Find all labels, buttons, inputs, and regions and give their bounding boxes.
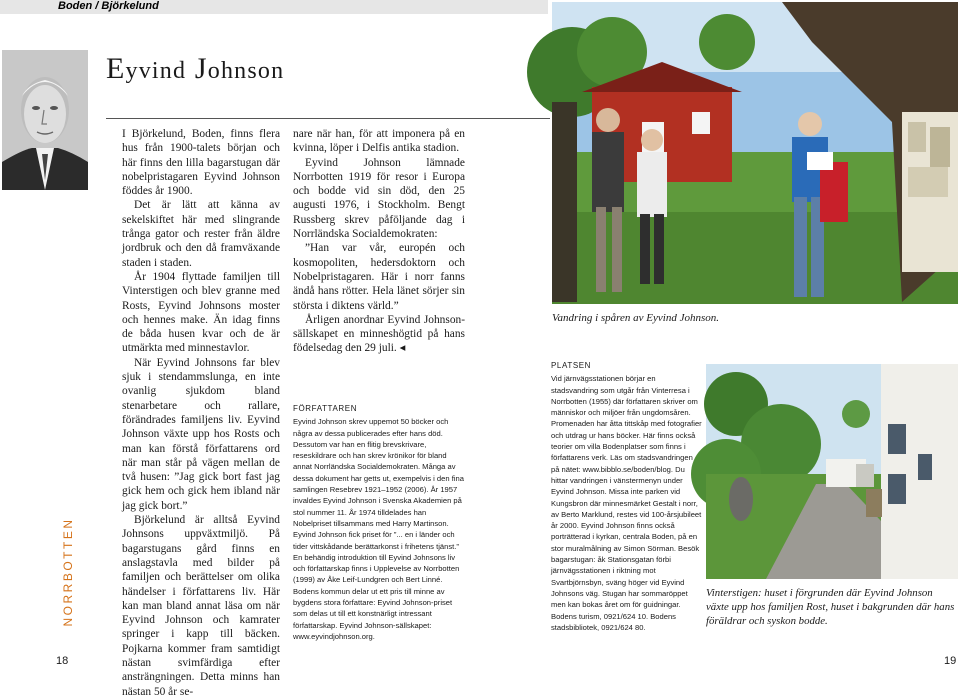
body-paragraph: Årligen anordnar Eyvind Johnson-sällskapet en minneshögtid på hans födelsedag den 29 juli. ◂ xyxy=(293,313,465,355)
portrait-photo xyxy=(2,50,88,190)
body-paragraph: När Eyvind Johnsons far blev sjuk i stendammslunga, en inte ovanlig sjukdom bland stenarbetare och rallare, förändrades familjens liv. Eyvind Johnson växte upp hos Rosts och man kan förstå författarens ord när man står på vägen mellan de två husen: ”Jag gick bort fast jag gick hem och gick hem ibland när jag gick bort.” xyxy=(122,356,280,512)
body-paragraph: nare när han, för att imponera på en kvinna, löper i Delfis antika stadion. xyxy=(293,128,465,155)
title-rule xyxy=(106,118,550,119)
sidebar-author xyxy=(293,403,465,642)
body-paragraph: Det är lätt att känna av sekelskiftet här med slingrande trånga gator och rester från äldre jordbruk och den då framväxande staden i staden. xyxy=(122,199,280,269)
sidebar-author-heading: FÖRFATTAREN xyxy=(293,404,358,413)
page-number-right: 19 xyxy=(944,655,957,667)
body-column-1 xyxy=(122,127,280,699)
sidebar-author-text: Eyvind Johnson skrev uppemot 50 böcker och några av dessa publicerades efter hans död. Dessutom var han en flitig brevskrivare, reseskildrare och han skrev krönikor för bland annat Norrländska Socialdemokraten. Många av dessa dokument har getts ut, exempelvis i den fina samlingen Resebrev 1921–1952 (2006). År 1957 invaldes Eyvind Johnson i Svenska Akademien på stol nummer 11. År 1974 tilldelades han Nobelpriset tillsammans med Harry Martinson. Eyvind Johnson fick priset för ”... en i länder och tider vittskådande berättarkonst i frihetens tjänst.” En behändig introduktion till Eyvind Johnsons liv och författarskap finns i Upplevelse av Norrbotten (1999) av Åke Leif-Lundgren och Bert Linné. Bodens kommun delar ut ett pris till minne av bygdens stora författare: Eyvind Johnson-priset som delas ut till ett konstnärligt intressant författarskap. Eyvind Johnson-sällskapet: www.eyvindjohnson.org. xyxy=(293,417,464,641)
title-initial-2: J xyxy=(194,52,208,85)
section-label: Boden / Björkelund xyxy=(58,0,159,12)
region-label xyxy=(58,517,78,627)
body-paragraph: Eyvind Johnson lämnade Norrbotten 1919 för resor i Europa och bodde vid sin död, den 25 augusti 1976, i Stockholm. Bengt Russberg skrev påföljande dag i Norrländska Socialdemokraten: xyxy=(293,156,465,241)
photo-vinterstigen xyxy=(706,364,958,579)
title-rest-2: ohnson xyxy=(207,58,285,84)
title-rest-1: yvind xyxy=(125,58,187,84)
sidebar-place xyxy=(551,360,703,633)
sidebar-place-heading: PLATSEN xyxy=(551,361,592,370)
page-title xyxy=(106,52,284,86)
page-number-left: 18 xyxy=(56,655,69,667)
body-paragraph: År 1904 flyttade familjen till Vinterstigen och blev granne med Rosts, Eyvind Johnsons moster och hennes make. Än idag finns de båda husen kvar och de är utmärkta med minnestavlor. xyxy=(122,270,280,355)
region-text: NORRBOTTEN xyxy=(61,517,75,627)
body-paragraph: I Björkelund, Boden, finns flera hus från 1900-talets början och här finns den lilla bagarstugan där nobelpristagaren Eyvind Johnson föddes år 1900. xyxy=(122,128,280,198)
sidebar-place-text: Vid järnvägsstationen börjar en stadsvandring som utgår från Vinterresa i Norrbotten (1955) där författaren skriver om människor och miljöer från ungdomsåren. Promenaden har åtta tittskåp med fotografier och utdrag ur hans böcker. Här finns också teorier om villa Bodenplatser som finns i författarens verk. Läs om stadsvandringen på nätet: www.bibblo.se/boden/blog. Du hittar vandringen i vänstermenyn under Eyvind Johnson. Missa inte parken vid Kungsbron där minnesmärket Gestalt i norr, av Berto Marklund, restes vid 100-årsjubileet år 2000. Eyvind Johnson finns också porträtterad i kyrkan, centrala Boden, på en stor muralmålning av Simon Sörman. Besök bagarstugan: åk Stationsgatan förbi järnvägsstationen i riktning mot Svartbjörnsbyn, sväng höger vid Eyvind Johnsons väg. Stugan har sommaröppet men kan bokas året om för guidningar. Bodens turism, 0921/624 10. Bodens stadsbibliotek, 0921/624 80. xyxy=(551,374,702,632)
body-paragraph: Björkelund är alltså Eyvind Johnsons uppväxtmiljö. På bagarstugans gård finns en anslagstavla med bilder på familjen och berättelser om olika händelser i författarens liv. Här kan man bland annat läsa om när Eyvind Johnson och kamrater springer i kapp till bäcken. Pojkarna kommer fram samtidigt nästan svimfärdiga efter ansträngningen. Detta minns han nästan 50 år se- xyxy=(122,514,280,698)
body-paragraph: ”Han var vår, europén och kosmopoliten, hedersdoktorn och Nobelpristagaren. Här i norr fanns ändå hans rötter. Hela länet sörjer sin största i diktens värld.” xyxy=(293,242,465,312)
caption-main-photo: Vandring i spåren av Eyvind Johnson. xyxy=(552,312,720,324)
body-column-2 xyxy=(293,127,465,356)
photo-walking-tour xyxy=(552,2,958,304)
caption-vinterstigen-photo: Vinterstigen: huset i förgrunden där Eyvind Johnson växte upp hos familjen Rost, huset i bakgrunden där hans föräldrar och syskon bodde. xyxy=(706,587,955,627)
title-initial-1: E xyxy=(106,52,126,85)
